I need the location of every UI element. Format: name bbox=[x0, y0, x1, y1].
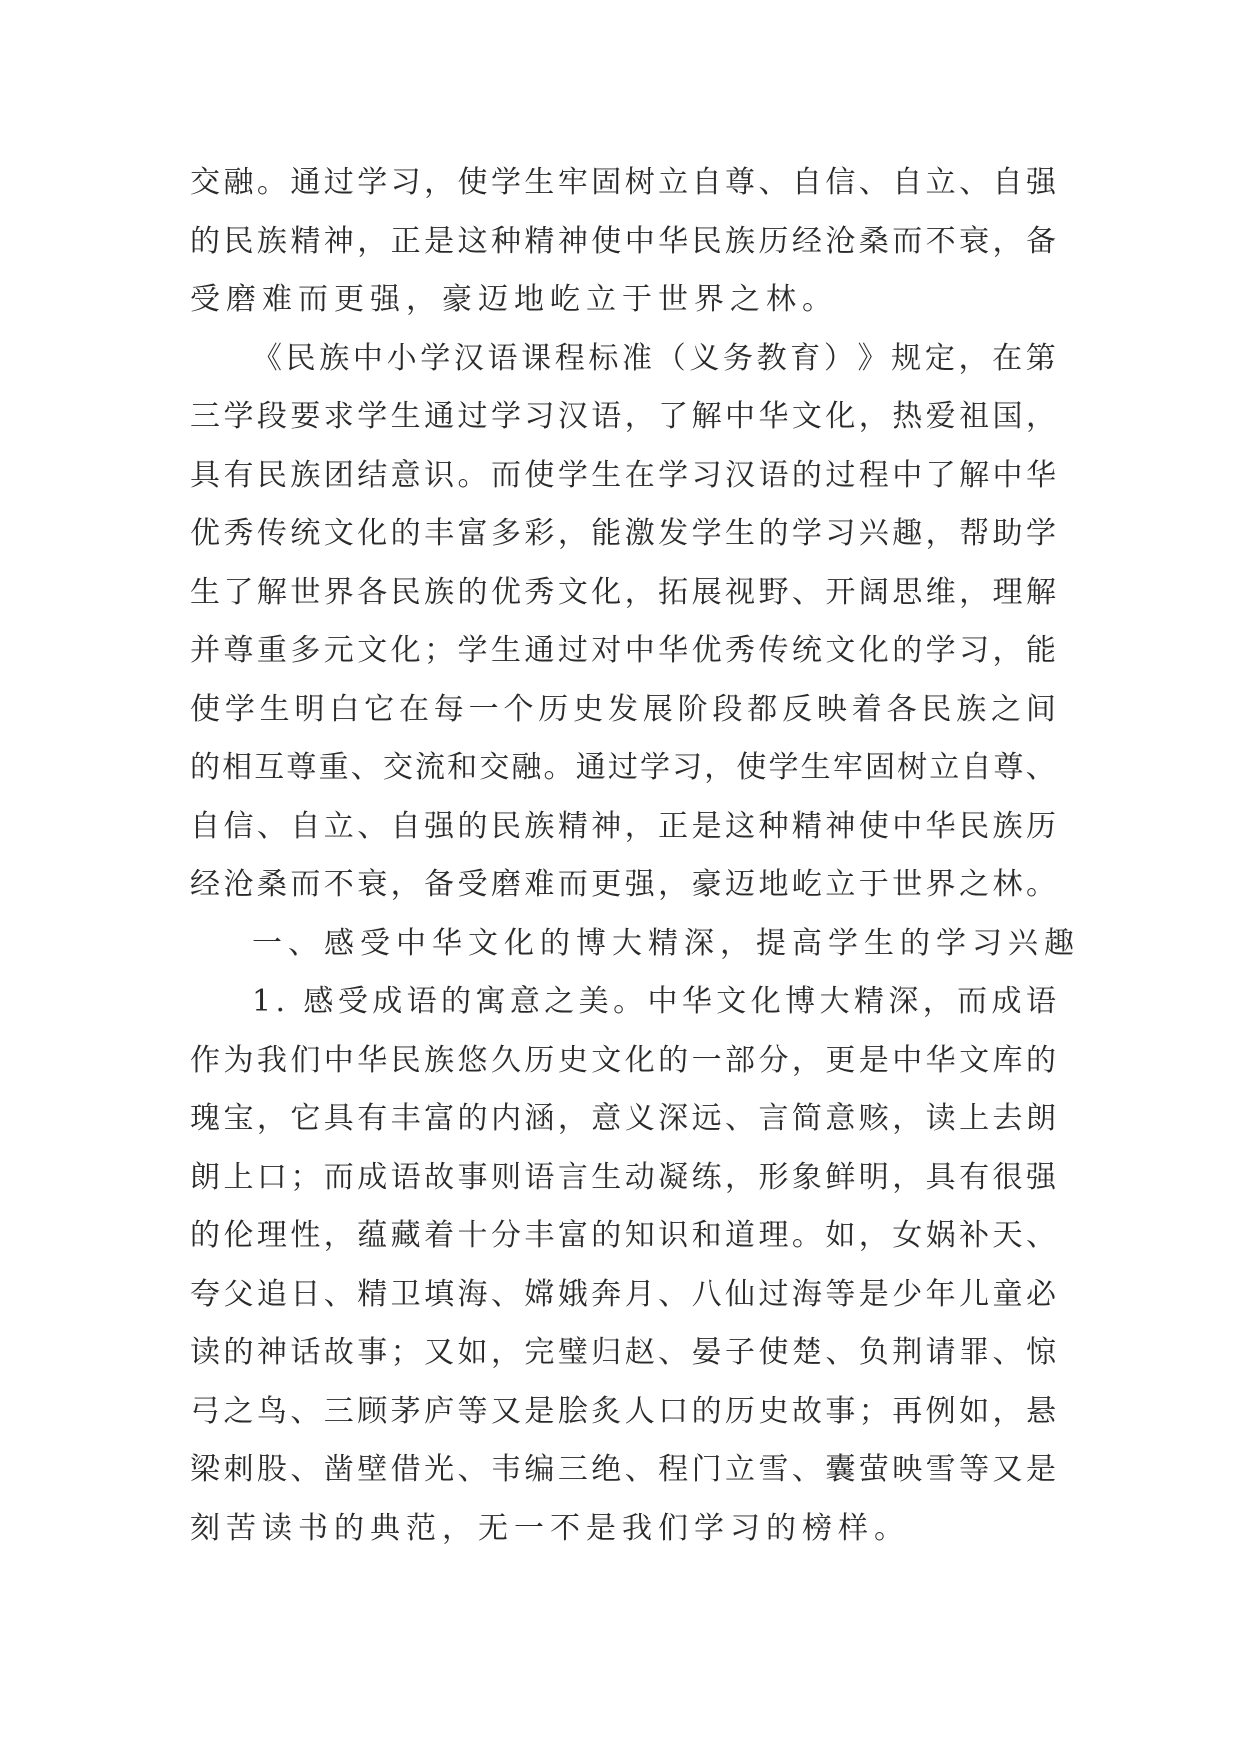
text-line: 朗 上 口 ； 而 成 语 故 事 则 语 言 生 动 凝 练 ， 形 象 鲜 明 ， 具 有 很 强 bbox=[190, 1159, 1056, 1195]
section-heading: 一、感受中华文化的博大精深，提高学生的学习兴趣 bbox=[252, 925, 1080, 961]
text-line: 刻苦读书的典范，无一不是我们学习的榜样。 bbox=[190, 1510, 910, 1546]
text-line: 三 学 段 要 求 学 生 通 过 学 习 汉 语 ， 了 解 中 华 文 化 ， 热 爱 祖 国 ， bbox=[190, 399, 1056, 434]
text-line: 作 为 我 们 中 华 民 族 悠 久 历 史 文 化 的 一 部 分 ， 更 是 中 华 文 库 的 bbox=[190, 1042, 1056, 1078]
text-line: 1 . 感 受 成 语 的 寓 意 之 美 。 中 华 文 化 博 大 精 深 ， 而 成 语 bbox=[252, 984, 1056, 1019]
text-line: 交 融 。 通 过 学 习 ， 使 学 生 牢 固 树 立 自 尊 、 自 信 、 自 立 、 自 强 bbox=[190, 165, 1056, 200]
text-line: 读 的 神 话 故 事 ； 又 如 ， 完 璧 归 赵 、 晏 子 使 楚 、 负 荆 请 罪 、 惊 bbox=[190, 1335, 1056, 1370]
text-line: 梁 刺 股 、 凿 壁 借 光 、 韦 编 三 绝 、 程 门 立 雪 、 囊 萤 映 雪 等 又 是 bbox=[190, 1452, 1056, 1487]
text-line: 具 有 民 族 团 结 意 识 。 而 使 学 生 在 学 习 汉 语 的 过 程 中 了 解 中 华 bbox=[190, 457, 1056, 493]
text-line: 《 民 族 中 小 学 汉 语 课 程 标 准 （ 义 务 教 育 ） 》 规 定 ， 在 第 bbox=[252, 340, 1056, 376]
text-line: 经 沧 桑 而 不 衰 ， 备 受 磨 难 而 更 强 ， 豪 迈 地 屹 立 于 世 界 之 林 。 bbox=[190, 867, 1056, 902]
text-line: 生 了 解 世 界 各 民 族 的 优 秀 文 化 ， 拓 展 视 野 、 开 阔 思 维 ， 理 解 bbox=[190, 574, 1056, 610]
text-line: 的 相 互 尊 重 、 交 流 和 交 融 。 通 过 学 习 ， 使 学 生 牢 固 树 立 自 尊 、 bbox=[190, 750, 1056, 785]
text-line: 自 信 、 自 立 、 自 强 的 民 族 精 神 ， 正 是 这 种 精 神 使 中 华 民 族 历 bbox=[190, 808, 1056, 844]
text-line: 使 学 生 明 白 它 在 每 一 个 历 史 发 展 阶 段 都 反 映 着 各 民 族 之 间 bbox=[190, 691, 1056, 727]
text-line: 的 伦 理 性 ， 蕴 藏 着 十 分 丰 富 的 知 识 和 道 理 。 如 ， 女 娲 补 天 、 bbox=[190, 1218, 1056, 1253]
body-text bbox=[190, 154, 1080, 1558]
text-line: 弓 之 鸟 、 三 顾 茅 庐 等 又 是 脍 炙 人 口 的 历 史 故 事 ； 再 例 如 ， 悬 bbox=[190, 1393, 1056, 1429]
text-line: 受磨难而更强，豪迈地屹立于世界之林。 bbox=[190, 282, 838, 317]
text-line: 瑰 宝 ， 它 具 有 丰 富 的 内 涵 ， 意 义 深 远 、 言 简 意 赅 ， 读 上 去 朗 bbox=[190, 1101, 1056, 1136]
text-line: 夸 父 追 日 、 精 卫 填 海 、 嫦 娥 奔 月 、 八 仙 过 海 等 是 少 年 儿 童 必 bbox=[190, 1276, 1056, 1312]
text-line: 的 民 族 精 神 ， 正 是 这 种 精 神 使 中 华 民 族 历 经 沧 桑 而 不 衰 ， 备 bbox=[190, 223, 1056, 259]
text-line: 优 秀 传 统 文 化 的 丰 富 多 彩 ， 能 激 发 学 生 的 学 习 兴 趣 ， 帮 助 学 bbox=[190, 516, 1056, 551]
text-line: 并 尊 重 多 元 文 化 ； 学 生 通 过 对 中 华 优 秀 传 统 文 化 的 学 习 ， 能 bbox=[190, 633, 1056, 668]
